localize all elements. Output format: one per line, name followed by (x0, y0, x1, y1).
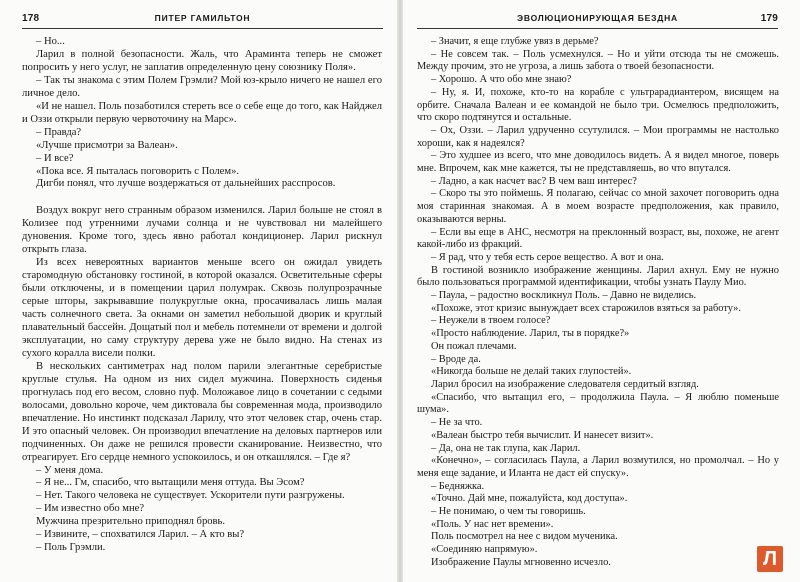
paragraph: – Ох, Оззи. – Ларил удрученно ссутулился. – Мои программы не настолько хороши, как я надеялся? (417, 124, 779, 149)
paragraph: – Ну, я. И, похоже, кто-то на корабле с ультрарадиантером, висящем на орбите. Сначала Валеан и ее командой не было три. Осмелюсь предположить, что скоро подтянутся и остальные. (417, 86, 779, 124)
paragraph: – Правда? (36, 126, 82, 138)
paragraph: – Скоро ты это поймешь. Я полагаю, сейчас со мной захочет поговорить одна моя старинная знакомая. А в моем возрасте предположения, как правило, оказываются верны. (417, 188, 779, 225)
paragraph: – Ладно, а как насчет вас? В чем ваш интерес? (431, 175, 637, 187)
paragraph: – Паула, – радостно воскликнул Поль. – Давно не виделись. (431, 290, 697, 302)
paragraph: «Валеан быстро тебя вычислит. И нанесет визит». (431, 429, 654, 441)
left-body-text (22, 36, 382, 555)
paragraph: «Похоже, этот кризис вынуждает всех старожилов взяться за работу». (431, 302, 741, 314)
paragraph: – Им известно обо мне? (36, 503, 145, 515)
paragraph: Дигби понял, что лучше воздержаться от дальнейших расспросов. (36, 178, 336, 190)
paragraph: «Соединяю напрямую». (431, 544, 538, 556)
paragraph: Мужчина презрительно приподнял бровь. (36, 516, 226, 528)
publisher-logo: Л (757, 546, 783, 572)
left-running-header (22, 13, 383, 27)
left-running-head: ПИТЕР ГАМИЛЬТОН (154, 13, 251, 23)
paragraph: «Спасибо, что вытащил его, – продолжила Паула. – Я люблю поменьше шума». (417, 391, 779, 416)
right-body-text (417, 36, 779, 570)
paragraph: – Не за что. (431, 417, 483, 429)
paragraph: – Если вы еще в АНС, несмотря на преклонный возраст, вы, похоже, не агент какой-либо из фракций. (417, 226, 779, 251)
paragraph: Он пожал плечами. (431, 340, 517, 352)
section-break (22, 191, 382, 205)
paragraph: «И не нашел. Поль позаботился стереть все о себе еще до того, как Найджел и Оззи открыли первую червоточину на Марс». (22, 100, 382, 125)
paragraph: – Значит, я еще глубже увяз в дерьме? (431, 36, 599, 47)
paragraph: – Неужели в твоем голосе? (431, 315, 551, 327)
paragraph: – Извините, – спохватился Ларил. – А кто вы? (36, 529, 245, 541)
paragraph: Ларил в полной безопасности. Жаль, что Араминта теперь не сможет попросить у него услуг, не заплатив определенную цену союзнику Поля». (22, 48, 382, 73)
paragraph: – Вроде да. (431, 353, 481, 365)
paragraph: – Так ты знакома с этим Полем Грэмли? Мой юз-крыло ничего не нашел его личное дело. (22, 74, 382, 99)
paragraph: «Конечно», – согласилась Паула, а Ларил возмутился, но промолчал. – Но у меня еще задание, и Иланта не даст ей спуску». (417, 455, 779, 479)
paragraph: – Да, она не так глупа, как Ларил. (431, 442, 581, 454)
paragraph: «Пока все. Я пыталась поговорить с Полем». (36, 165, 240, 177)
right-running-header (417, 13, 778, 27)
paragraph: «Просто наблюдение. Ларил, ты в порядке?» (431, 328, 630, 340)
paragraph: Изображение Паулы мгновенно исчезло. (431, 556, 611, 568)
left-header-rule (22, 28, 383, 29)
paragraph: – Бедняжка. (431, 480, 485, 492)
paragraph: – Но... (36, 36, 65, 47)
right-page-number: 179 (760, 13, 778, 24)
right-running-head: ЭВОЛЮЦИОНИРУЮЩАЯ БЕЗДНА (517, 13, 678, 23)
paragraph: – Не понимаю, о чем ты говоришь. (431, 506, 586, 518)
left-page-number: 178 (22, 13, 40, 24)
paragraph: – Нет. Такого человека не существует. Ускорители пути разгружены. (36, 490, 345, 502)
paragraph: – Хорошо. А что обо мне знаю? (431, 74, 572, 86)
paragraph: – Я рад, что у тебя есть серое вещество. А вот и она. (431, 251, 664, 263)
paragraph: Из всех невероятных вариантов меньше всего он ожидал увидеть старомодную обстановку гостиной, в которой оказался. Осветительные сферы были отключены, и в помещении царил полумрак. Сквозь полупрозрачные серые шторы, закрывавшие полукруглые окна, просачивалась лишь малая часть солнечного света. За окнами он заметил небольшой дворик и круглый плавательный бассейн. Дощатый пол и мебель потемнели от времени и долгой эксплуатации, но саму структуру дерева уже не было видно. На стенах из сухого коралла висели полки. (22, 257, 382, 359)
paragraph: Ларил бросил на изображение следователя сердитый взгляд. (431, 378, 699, 390)
paragraph: Поль посмотрел на нее с видом мученика. (431, 531, 618, 543)
paragraph: В нескольких сантиметрах над полом парили элегантные серебристые круглые стулья. На одном из них сидел мужчина. Поверхность сиденья прогнулась под его весом, словно пуф. Моложавое лицо в сочетании с седыми волосами, довольно короче, чем диктовала бы современная мода, производило впечатление. Но инстинкт подсказал Ларилу, что этот человек стар, очень стар. И это опасный человек. Он производил впечатление на деловых партнеров или подчиненных. Он даже не решился провести сканирование. Неизвестно, что отреагирует. Его сердце немного успокоилось, и он откашлялся. – Где я? (22, 360, 382, 463)
paragraph: «Поль. У нас нет времени». (431, 518, 554, 530)
paragraph: – Поль Грэмли. (36, 542, 106, 554)
right-page (403, 0, 800, 582)
paragraph: Воздух вокруг него странным образом изменился. Ларил больше не стоял в Колизее под утренними лучами солнца и не чувствовал ни малейшего дуновения. Кроме того, здесь явно работал кондиционер. Ларил рискнул открыть глаза. (22, 205, 382, 256)
paragraph: В гостиной возникло изображение женщины. Ларил ахнул. Ему не нужно было пользоваться программой идентификации, чтобы узнать Паулу Мио. (417, 264, 779, 289)
paragraph: «Точно. Дай мне, пожалуйста, код доступа». (431, 493, 628, 505)
paragraph: – Это худшее из всего, что мне доводилось видеть. А я видел многое, поверь мне. Впрочем, как мне кажется, ты не представляешь, во что впутался. (417, 150, 779, 175)
paragraph: – У меня дома. (36, 464, 104, 476)
paragraph: «Лучше присмотри за Валеан». (36, 139, 178, 151)
right-header-rule (417, 28, 778, 29)
paragraph: – И все? (36, 152, 74, 164)
left-page (0, 0, 397, 582)
paragraph: – Не совсем так. – Поль усмехнулся. – Но и уйти отсюда ты не сможешь. Между прочим, это не угроза, а лишь забота о твоей безопасности. (417, 48, 779, 73)
paragraph: «Никогда больше не делай таких глупостей». (431, 366, 632, 378)
paragraph: – Я не... Гм, спасибо, что вытащили меня оттуда. Вы Эсом? (36, 477, 305, 489)
